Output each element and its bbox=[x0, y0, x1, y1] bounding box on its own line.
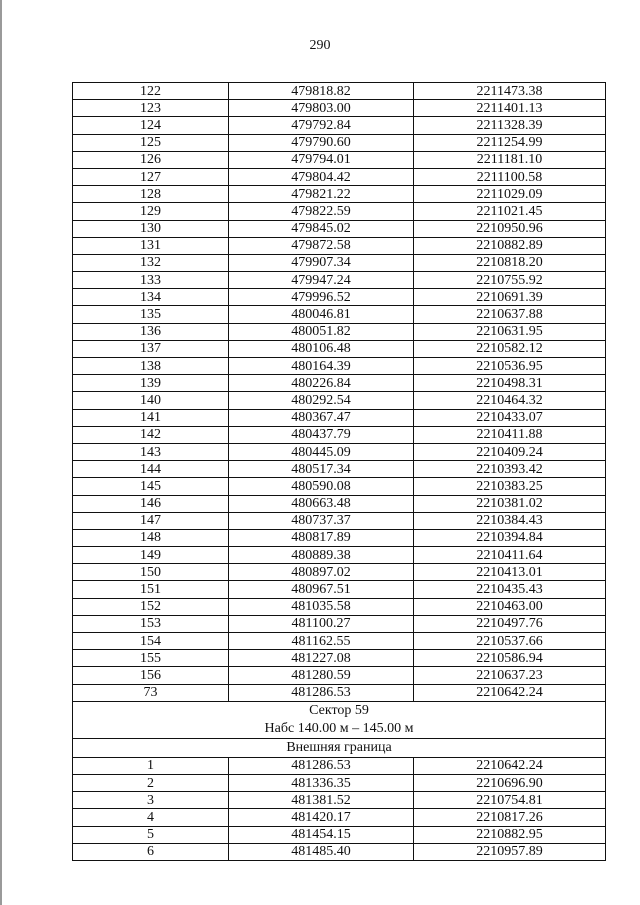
point-number-cell: 3 bbox=[73, 792, 229, 809]
table-row bbox=[73, 757, 606, 774]
x-coordinate-cell: 480889.38 bbox=[229, 547, 414, 564]
point-number-cell: 135 bbox=[73, 306, 229, 323]
x-coordinate-cell: 479845.02 bbox=[229, 220, 414, 237]
x-coordinate-cell: 481286.53 bbox=[229, 684, 414, 701]
y-coordinate-cell: 2210582.12 bbox=[414, 340, 606, 357]
x-coordinate-cell: 481227.08 bbox=[229, 650, 414, 667]
point-number-cell: 155 bbox=[73, 650, 229, 667]
table-row bbox=[73, 237, 606, 254]
y-coordinate-cell: 2211328.39 bbox=[414, 117, 606, 134]
x-coordinate-cell: 480292.54 bbox=[229, 392, 414, 409]
point-number-cell: 137 bbox=[73, 340, 229, 357]
x-coordinate-cell: 481100.27 bbox=[229, 615, 414, 632]
sector-header bbox=[73, 701, 606, 757]
y-coordinate-cell: 2211100.58 bbox=[414, 168, 606, 185]
table-row bbox=[73, 443, 606, 460]
point-number-cell: 151 bbox=[73, 581, 229, 598]
y-coordinate-cell: 2210637.88 bbox=[414, 306, 606, 323]
y-coordinate-cell: 2210637.23 bbox=[414, 667, 606, 684]
y-coordinate-cell: 2211473.38 bbox=[414, 83, 606, 100]
x-coordinate-cell: 479821.22 bbox=[229, 186, 414, 203]
x-coordinate-cell: 480164.39 bbox=[229, 358, 414, 375]
x-coordinate-cell: 481381.52 bbox=[229, 792, 414, 809]
table-row bbox=[73, 358, 606, 375]
boundary-label: Внешняя граница bbox=[73, 738, 606, 757]
y-coordinate-cell: 2210383.25 bbox=[414, 478, 606, 495]
boundary-row bbox=[73, 738, 606, 757]
table-row bbox=[73, 426, 606, 443]
point-number-cell: 144 bbox=[73, 461, 229, 478]
point-number-cell: 5 bbox=[73, 826, 229, 843]
point-number-cell: 124 bbox=[73, 117, 229, 134]
point-number-cell: 139 bbox=[73, 375, 229, 392]
x-coordinate-cell: 481420.17 bbox=[229, 809, 414, 826]
y-coordinate-cell: 2210435.43 bbox=[414, 581, 606, 598]
point-number-cell: 127 bbox=[73, 168, 229, 185]
point-number-cell: 149 bbox=[73, 547, 229, 564]
table-row bbox=[73, 615, 606, 632]
table-row bbox=[73, 100, 606, 117]
point-number-cell: 128 bbox=[73, 186, 229, 203]
sector-height-range: Набс 140.00 м – 145.00 м bbox=[264, 720, 414, 736]
x-coordinate-cell: 480367.47 bbox=[229, 409, 414, 426]
table-row bbox=[73, 220, 606, 237]
y-coordinate-cell: 2210755.92 bbox=[414, 272, 606, 289]
x-coordinate-cell: 480517.34 bbox=[229, 461, 414, 478]
x-coordinate-cell: 479790.60 bbox=[229, 134, 414, 151]
table-row bbox=[73, 684, 606, 701]
point-number-cell: 129 bbox=[73, 203, 229, 220]
y-coordinate-cell: 2210536.95 bbox=[414, 358, 606, 375]
point-number-cell: 148 bbox=[73, 529, 229, 546]
point-number-cell: 152 bbox=[73, 598, 229, 615]
y-coordinate-cell: 2210433.07 bbox=[414, 409, 606, 426]
point-number-cell: 153 bbox=[73, 615, 229, 632]
y-coordinate-cell: 2210696.90 bbox=[414, 774, 606, 791]
table-row bbox=[73, 512, 606, 529]
table-row bbox=[73, 340, 606, 357]
point-number-cell: 133 bbox=[73, 272, 229, 289]
y-coordinate-cell: 2210413.01 bbox=[414, 564, 606, 581]
x-coordinate-cell: 481286.53 bbox=[229, 757, 414, 774]
x-coordinate-cell: 481035.58 bbox=[229, 598, 414, 615]
y-coordinate-cell: 2210817.26 bbox=[414, 809, 606, 826]
point-number-cell: 123 bbox=[73, 100, 229, 117]
page-number: 290 bbox=[309, 38, 331, 53]
x-coordinate-cell: 480897.02 bbox=[229, 564, 414, 581]
x-coordinate-cell: 479792.84 bbox=[229, 117, 414, 134]
x-coordinate-cell: 480445.09 bbox=[229, 443, 414, 460]
table-row bbox=[73, 547, 606, 564]
x-coordinate-cell: 480051.82 bbox=[229, 323, 414, 340]
point-number-cell: 147 bbox=[73, 512, 229, 529]
rows-after-sector bbox=[73, 757, 606, 860]
x-coordinate-cell: 479872.58 bbox=[229, 237, 414, 254]
x-coordinate-cell: 479907.34 bbox=[229, 254, 414, 271]
table-row bbox=[73, 134, 606, 151]
x-coordinate-cell: 480106.48 bbox=[229, 340, 414, 357]
y-coordinate-cell: 2210463.00 bbox=[414, 598, 606, 615]
y-coordinate-cell: 2210882.95 bbox=[414, 826, 606, 843]
point-number-cell: 1 bbox=[73, 757, 229, 774]
y-coordinate-cell: 2210464.32 bbox=[414, 392, 606, 409]
table-row bbox=[73, 306, 606, 323]
point-number-cell: 134 bbox=[73, 289, 229, 306]
y-coordinate-cell: 2210381.02 bbox=[414, 495, 606, 512]
x-coordinate-cell: 481485.40 bbox=[229, 843, 414, 860]
table-row bbox=[73, 667, 606, 684]
point-number-cell: 140 bbox=[73, 392, 229, 409]
table-row bbox=[73, 461, 606, 478]
point-number-cell: 2 bbox=[73, 774, 229, 791]
rows-before-sector bbox=[73, 83, 606, 702]
y-coordinate-cell: 2210642.24 bbox=[414, 757, 606, 774]
point-number-cell: 122 bbox=[73, 83, 229, 100]
x-coordinate-cell: 479794.01 bbox=[229, 151, 414, 168]
x-coordinate-cell: 481336.35 bbox=[229, 774, 414, 791]
x-coordinate-cell: 480737.37 bbox=[229, 512, 414, 529]
sector-title: Сектор 59 bbox=[309, 702, 369, 718]
point-number-cell: 138 bbox=[73, 358, 229, 375]
table-row bbox=[73, 843, 606, 860]
y-coordinate-cell: 2210384.43 bbox=[414, 512, 606, 529]
table-row bbox=[73, 581, 606, 598]
table-row bbox=[73, 495, 606, 512]
y-coordinate-cell: 2211021.45 bbox=[414, 203, 606, 220]
point-number-cell: 4 bbox=[73, 809, 229, 826]
table-row bbox=[73, 826, 606, 843]
table-row bbox=[73, 254, 606, 271]
point-number-cell: 132 bbox=[73, 254, 229, 271]
table-row bbox=[73, 409, 606, 426]
page-left-edge bbox=[0, 0, 2, 905]
point-number-cell: 145 bbox=[73, 478, 229, 495]
point-number-cell: 146 bbox=[73, 495, 229, 512]
table-row bbox=[73, 774, 606, 791]
x-coordinate-cell: 480437.79 bbox=[229, 426, 414, 443]
y-coordinate-cell: 2210394.84 bbox=[414, 529, 606, 546]
y-coordinate-cell: 2210498.31 bbox=[414, 375, 606, 392]
y-coordinate-cell: 2211029.09 bbox=[414, 186, 606, 203]
x-coordinate-cell: 479996.52 bbox=[229, 289, 414, 306]
point-number-cell: 142 bbox=[73, 426, 229, 443]
point-number-cell: 141 bbox=[73, 409, 229, 426]
table-row bbox=[73, 117, 606, 134]
table-row bbox=[73, 633, 606, 650]
y-coordinate-cell: 2210882.89 bbox=[414, 237, 606, 254]
table-row bbox=[73, 375, 606, 392]
y-coordinate-cell: 2210411.64 bbox=[414, 547, 606, 564]
table-row bbox=[73, 792, 606, 809]
point-number-cell: 136 bbox=[73, 323, 229, 340]
y-coordinate-cell: 2210411.88 bbox=[414, 426, 606, 443]
table-row bbox=[73, 203, 606, 220]
point-number-cell: 126 bbox=[73, 151, 229, 168]
table-row bbox=[73, 186, 606, 203]
point-number-cell: 156 bbox=[73, 667, 229, 684]
x-coordinate-cell: 480967.51 bbox=[229, 581, 414, 598]
table-row bbox=[73, 392, 606, 409]
x-coordinate-cell: 479818.82 bbox=[229, 83, 414, 100]
table-row bbox=[73, 809, 606, 826]
table-row bbox=[73, 598, 606, 615]
table-row bbox=[73, 478, 606, 495]
y-coordinate-cell: 2210586.94 bbox=[414, 650, 606, 667]
x-coordinate-cell: 479822.59 bbox=[229, 203, 414, 220]
x-coordinate-cell: 480817.89 bbox=[229, 529, 414, 546]
point-number-cell: 73 bbox=[73, 684, 229, 701]
y-coordinate-cell: 2210537.66 bbox=[414, 633, 606, 650]
point-number-cell: 130 bbox=[73, 220, 229, 237]
point-number-cell: 150 bbox=[73, 564, 229, 581]
x-coordinate-cell: 480663.48 bbox=[229, 495, 414, 512]
y-coordinate-cell: 2210497.76 bbox=[414, 615, 606, 632]
y-coordinate-cell: 2210818.20 bbox=[414, 254, 606, 271]
point-number-cell: 143 bbox=[73, 443, 229, 460]
x-coordinate-cell: 480226.84 bbox=[229, 375, 414, 392]
y-coordinate-cell: 2210950.96 bbox=[414, 220, 606, 237]
coordinates-table bbox=[72, 82, 606, 861]
x-coordinate-cell: 479803.00 bbox=[229, 100, 414, 117]
y-coordinate-cell: 2211254.99 bbox=[414, 134, 606, 151]
y-coordinate-cell: 2210691.39 bbox=[414, 289, 606, 306]
table-row bbox=[73, 168, 606, 185]
x-coordinate-cell: 481454.15 bbox=[229, 826, 414, 843]
sector-title-row bbox=[73, 701, 606, 738]
point-number-cell: 154 bbox=[73, 633, 229, 650]
table-row bbox=[73, 529, 606, 546]
point-number-cell: 6 bbox=[73, 843, 229, 860]
y-coordinate-cell: 2211401.13 bbox=[414, 100, 606, 117]
x-coordinate-cell: 479804.42 bbox=[229, 168, 414, 185]
y-coordinate-cell: 2211181.10 bbox=[414, 151, 606, 168]
sector-title-cell bbox=[73, 701, 606, 738]
x-coordinate-cell: 481162.55 bbox=[229, 633, 414, 650]
table-row bbox=[73, 323, 606, 340]
x-coordinate-cell: 481280.59 bbox=[229, 667, 414, 684]
y-coordinate-cell: 2210642.24 bbox=[414, 684, 606, 701]
table-row bbox=[73, 564, 606, 581]
table-row bbox=[73, 650, 606, 667]
table-row bbox=[73, 83, 606, 100]
table-row bbox=[73, 151, 606, 168]
point-number-cell: 131 bbox=[73, 237, 229, 254]
x-coordinate-cell: 480590.08 bbox=[229, 478, 414, 495]
x-coordinate-cell: 480046.81 bbox=[229, 306, 414, 323]
y-coordinate-cell: 2210631.95 bbox=[414, 323, 606, 340]
y-coordinate-cell: 2210409.24 bbox=[414, 443, 606, 460]
y-coordinate-cell: 2210957.89 bbox=[414, 843, 606, 860]
table-row bbox=[73, 289, 606, 306]
table-row bbox=[73, 272, 606, 289]
point-number-cell: 125 bbox=[73, 134, 229, 151]
y-coordinate-cell: 2210754.81 bbox=[414, 792, 606, 809]
y-coordinate-cell: 2210393.42 bbox=[414, 461, 606, 478]
x-coordinate-cell: 479947.24 bbox=[229, 272, 414, 289]
